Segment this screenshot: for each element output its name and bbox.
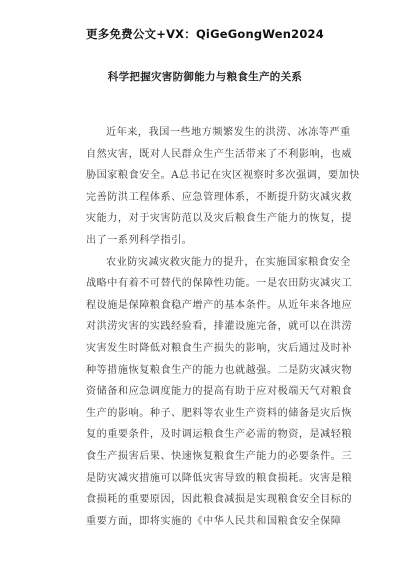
- paragraph-line: 生产的影响。种子、肥料等农业生产资料的储备是灾后恢: [86, 407, 353, 419]
- paragraph-line: 食损耗的重要原因，因此粮食减损是实现粮食安全目标的: [86, 494, 353, 506]
- paragraph-line: 对洪涝灾害的实践经验看，排灌设施完备，就可以在洪涝: [86, 321, 353, 333]
- paragraph-line: 灾能力，对于灾害防范以及灾后粮食生产能力的恢复，提: [86, 213, 353, 225]
- paragraph-line: 复的重要条件，及时调运粮食生产必需的物资，是减轻粮: [86, 429, 353, 441]
- paragraph-line: 战略中有着不可替代的保障性功能。一是农田防灾减灾工: [86, 278, 353, 290]
- paragraph-line: 农业防灾减灾救灾能力的提升，在实施国家粮食安全: [106, 256, 351, 268]
- paragraph-line: 近年来，我国一些地方频繁发生的洪涝、冰冻等严重: [106, 127, 351, 138]
- document-title: 科学把握灾害防御能力与粮食生产的关系: [107, 71, 303, 83]
- paragraph-line: 种等措施恢复粮食生产的能力也就越强。二是防灾减灾物: [86, 364, 353, 376]
- promo-banner: 更多免费公文+VX：QiGeGongWen2024: [86, 27, 324, 41]
- paragraph-line: 重要方面，即将实施的《中华人民共和国粮食安全保障: [86, 515, 342, 527]
- paragraph-line: 自然灾害，既对人民群众生产生活带来了不利影响，也威: [86, 148, 353, 160]
- document-body: [86, 122, 360, 532]
- paragraph-line: 胁国家粮食安全。A总书记在灾区视察时多次强调，要加快: [86, 170, 360, 182]
- paragraph-line: 资储备和应急调度能力的提高有助于应对极端天气对粮食: [86, 386, 353, 398]
- paragraph-line: 出了一系列科学指引。: [86, 234, 193, 246]
- paragraph-line: 完善防洪工程体系、应急管理体系，不断提升防灾减灾救: [86, 191, 353, 203]
- paragraph-line: 食生产损害后果、快速恢复粮食生产能力的必要条件。三: [86, 450, 353, 462]
- paragraph-line: 程设施是保障粮食稳产增产的基本条件。从近年来各地应: [86, 299, 353, 311]
- paragraph-line: 灾害发生时降低对粮食生产损失的影响，灾后通过及时补: [86, 342, 353, 354]
- paragraph-line: 是防灾减灾措施可以降低灾害导致的粮食损耗。灾害是粮: [86, 472, 353, 484]
